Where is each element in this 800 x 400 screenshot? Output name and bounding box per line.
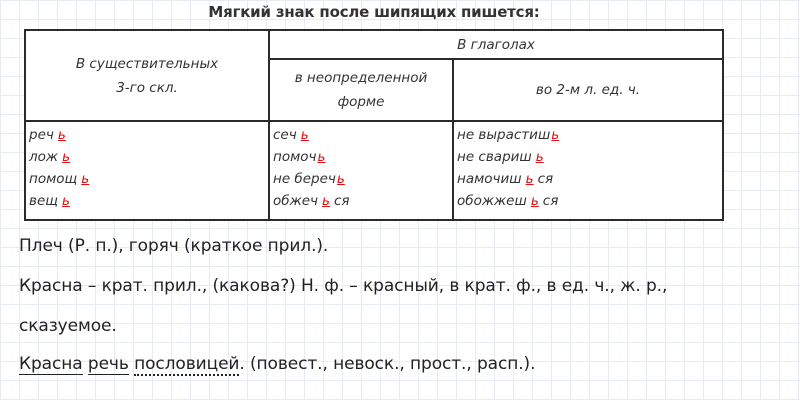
second-person-examples [453, 121, 723, 220]
subject-word: Красна [19, 354, 83, 374]
noun-header-line2: 3-го скл. [116, 79, 178, 96]
noun-examples [25, 121, 269, 220]
answer-line-3: сказуемое. [19, 316, 117, 336]
verb-infinitive-header-line1: в неопределенной [294, 70, 428, 86]
noun-header [25, 30, 269, 121]
infinitive-example: сеч ь [273, 127, 309, 143]
second-person-example: намочиш ь ся [457, 171, 554, 187]
noun-example: лож ь [29, 149, 71, 165]
verb-2nd-person-header: во 2-м л. ед. ч. [453, 59, 723, 121]
noun-example: вещ ь [29, 193, 70, 209]
noun-example: реч ь [29, 127, 66, 143]
sentence-parse [19, 354, 535, 374]
second-person-example: не вырастишь [457, 127, 560, 143]
rule-title: Мягкий знак после шипящих пишется: [208, 3, 540, 21]
answer-line-2: Красна – крат. прил., (какова?) Н. ф. – красный, в крат. ф., в ед. ч., ж. р., [19, 276, 668, 296]
infinitive-example: помочь [273, 149, 326, 165]
second-person-example: обожжеш ь ся [457, 193, 559, 209]
sentence-characteristics: . (повест., невоск., прост., расп.). [239, 354, 536, 374]
verb-infinitive-header [269, 59, 453, 121]
verb-infinitive-header-line2: форме [337, 94, 385, 110]
verbs-header: В глаголах [269, 30, 723, 59]
predicate-word: речь [87, 354, 129, 374]
answer-line-1: Плеч (Р. п.), горяч (краткое прил.). [19, 236, 329, 256]
infinitive-examples [269, 121, 453, 220]
noun-example: помощ ь [29, 171, 90, 187]
second-person-example: не свариш ь [457, 149, 544, 165]
rules-table [24, 29, 724, 221]
object-word: пословицей [134, 354, 240, 374]
infinitive-example: не беречь [273, 171, 345, 187]
infinitive-example: обжеч ь ся [273, 193, 350, 209]
noun-header-line1: В существительных [75, 55, 219, 72]
